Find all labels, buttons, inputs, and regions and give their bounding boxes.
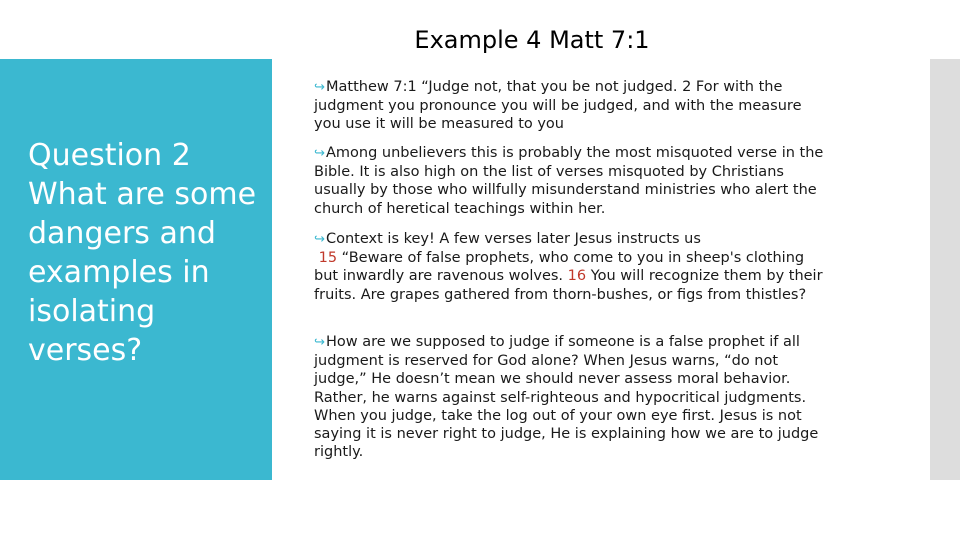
bullet-line: you use it will be measured to you <box>314 116 564 133</box>
bullet-line: When you judge, take the log out of your own eye first. Jesus is not <box>314 407 802 424</box>
bullet-line: judge,” He doesn’t mean we should never assess moral behavior. <box>314 371 791 388</box>
bullet-line: Among unbelievers this is probably the most misquoted verse in the <box>326 145 824 161</box>
question-line: isolating <box>28 294 156 329</box>
bullet-line: Context is key! A few verses later Jesus instructs us <box>326 231 701 247</box>
bullet-line: usually by those who willfully misunderstand ministries who alert the <box>314 182 817 199</box>
bullet-item-matthew-verse <box>314 78 886 134</box>
verse-number: 15 <box>318 250 338 267</box>
bullet-line: Bible. It is also high on the list of verses misquoted by Christians <box>314 164 784 181</box>
bullet-item-context <box>314 230 886 304</box>
bullet-line: church of heretical teachings within her. <box>314 200 606 217</box>
question-line: dangers and <box>28 216 216 251</box>
question-line: Question 2 <box>28 138 191 173</box>
curved-arrow-bullet-icon: ↪ <box>314 232 325 247</box>
bullet-line: judgment is reserved for God alone? When Jesus warns, “do not <box>314 353 779 370</box>
right-edge-bar <box>930 59 960 480</box>
question-line: examples in <box>28 255 210 290</box>
bullet-line: saying it is never right to judge, He is explaining how we are to judge <box>314 426 819 443</box>
bullet-line: “Beware of false prophets, who come to you in sheep's clothing <box>337 250 805 267</box>
slide-title: Example 4 Matt 7:1 <box>414 26 650 54</box>
question-line: What are some <box>28 177 257 212</box>
curved-arrow-bullet-icon: ↪ <box>314 146 325 161</box>
bullet-line: Rather, he warns against self-righteous and hypocritical judgments. <box>314 389 807 406</box>
question-line: verses? <box>28 333 143 368</box>
bullet-line: but inwardly are ravenous wolves. <box>314 268 568 285</box>
bullet-line: rightly. <box>314 444 364 461</box>
bullet-item-misquoted <box>314 144 886 218</box>
bullet-line: fruits. Are grapes gathered from thorn-bushes, or figs from thistles? <box>314 286 807 303</box>
curved-arrow-bullet-icon: ↪ <box>314 335 325 350</box>
verse-number: 16 <box>567 268 587 285</box>
bullet-item-how-to-judge <box>314 333 886 461</box>
bullet-line: judgment you pronounce you will be judged, and with the measure <box>314 98 802 115</box>
bullet-line: You will recognize them by their <box>586 268 823 285</box>
question-heading <box>28 136 268 370</box>
bullet-line: Matthew 7:1 “Judge not, that you be not judged. 2 For with the <box>326 79 783 95</box>
curved-arrow-bullet-icon: ↪ <box>314 80 325 95</box>
bullet-line: How are we supposed to judge if someone is a false prophet if all <box>326 334 800 350</box>
